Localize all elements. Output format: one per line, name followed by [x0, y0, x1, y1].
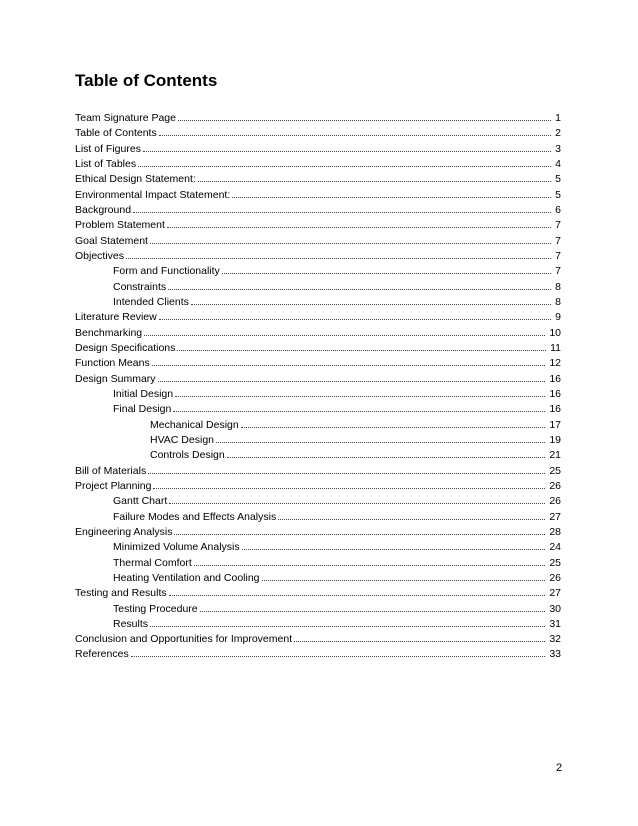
toc-entry-page: 30: [549, 602, 561, 615]
toc-entry-leader: [168, 280, 551, 290]
toc-entry-label: HVAC Design: [150, 433, 214, 446]
toc-entry[interactable]: [75, 310, 561, 325]
toc-entry-label: Thermal Comfort: [113, 556, 192, 569]
toc-entry-label: Form and Functionality: [113, 265, 220, 278]
toc-entry-label: References: [75, 648, 129, 661]
toc-entry[interactable]: [75, 126, 561, 141]
toc-entry-leader: [153, 479, 545, 489]
toc-entry[interactable]: [75, 264, 561, 279]
toc-entry-leader: [216, 433, 545, 443]
toc-entry-leader: [242, 540, 546, 550]
toc-entry-label: Design Specifications: [75, 341, 176, 354]
toc-entry[interactable]: [75, 602, 561, 617]
toc-entry-leader: [167, 218, 551, 228]
toc-entry-label: List of Tables: [75, 157, 137, 170]
toc-entry-leader: [169, 494, 545, 504]
toc-entry-label: Design Summary: [75, 372, 156, 385]
toc-entry-leader: [159, 310, 551, 320]
toc-entry[interactable]: [75, 525, 561, 540]
toc-entry[interactable]: [75, 586, 561, 601]
toc-entry-page: 17: [549, 418, 561, 431]
toc-entry-label: Objectives: [75, 249, 125, 262]
toc-entry-page: 10: [549, 326, 561, 339]
toc-entry[interactable]: [75, 341, 561, 356]
toc-entry[interactable]: [75, 234, 561, 249]
toc-entry[interactable]: [75, 188, 561, 203]
toc-entry-page: 26: [549, 571, 561, 584]
toc-entry-page: 19: [549, 433, 561, 446]
toc-entry-page: 7: [555, 265, 561, 278]
toc-entry-page: 8: [555, 280, 561, 293]
toc-entry[interactable]: [75, 540, 561, 555]
toc-entry-page: 24: [549, 541, 561, 554]
toc-entry-page: 26: [549, 479, 561, 492]
toc-entry[interactable]: [75, 494, 561, 509]
toc-entry-label: Benchmarking: [75, 326, 143, 339]
toc-entry-label: Ethical Design Statement:: [75, 173, 196, 186]
toc-entry-page: 6: [555, 203, 561, 216]
toc-entry[interactable]: [75, 280, 561, 295]
toc-entry[interactable]: [75, 479, 561, 494]
toc-entry-leader: [178, 111, 551, 121]
toc-entry-page: 4: [555, 157, 561, 170]
toc-entry-leader: [150, 617, 545, 627]
toc-entry-leader: [138, 157, 551, 167]
toc-entry-leader: [232, 188, 551, 198]
toc-entry-label: Conclusion and Opportunities for Improvement: [75, 633, 293, 646]
toc-entry-leader: [173, 402, 545, 412]
toc-entry-label: Constraints: [113, 280, 167, 293]
toc-entry-label: Engineering Analysis: [75, 525, 173, 538]
toc-entry-leader: [175, 387, 545, 397]
toc-entry[interactable]: [75, 172, 561, 187]
toc-entry-page: 2: [555, 127, 561, 140]
toc-entry-page: 33: [549, 648, 561, 661]
toc-entry-label: Testing and Results: [75, 587, 167, 600]
toc-entry-label: Final Design: [113, 403, 172, 416]
toc-entry-label: Bill of Materials: [75, 464, 147, 477]
toc-entry[interactable]: [75, 571, 561, 586]
toc-entry-label: Team Signature Page: [75, 112, 176, 124]
toc-entry-label: Initial Design: [113, 387, 174, 400]
toc-entry-leader: [222, 264, 551, 274]
toc-entry-label: Project Planning: [75, 479, 152, 492]
toc-entry-page: 9: [555, 311, 561, 324]
toc-entry[interactable]: [75, 326, 561, 341]
toc-entry-page: 3: [555, 142, 561, 155]
toc-entry-page: 16: [549, 387, 561, 400]
toc-entry-label: Failure Modes and Effects Analysis: [113, 510, 277, 523]
toc-entry[interactable]: [75, 157, 561, 172]
toc-entry[interactable]: [75, 295, 561, 310]
toc-entry-page: 11: [550, 341, 561, 354]
toc-entry-page: 7: [555, 249, 561, 262]
toc-entry-page: 27: [549, 587, 561, 600]
toc-entry-page: 27: [549, 510, 561, 523]
toc-entry-page: 7: [555, 219, 561, 232]
toc-entry-label: Gantt Chart: [113, 495, 168, 508]
page-number: 2: [556, 762, 563, 774]
toc-entry-leader: [200, 602, 546, 612]
toc-entry-leader: [126, 249, 551, 259]
toc-entry[interactable]: [75, 356, 561, 371]
toc-entry[interactable]: [75, 433, 561, 448]
toc-entry-leader: [174, 525, 545, 535]
toc-entry-page: 5: [555, 173, 561, 186]
toc-entry-page: 32: [549, 633, 561, 646]
toc-entry-page: 21: [549, 449, 561, 462]
toc-entry-leader: [148, 464, 545, 474]
toc-entry-leader: [278, 510, 545, 520]
toc-entry-label: Results: [113, 617, 149, 630]
toc-entry-label: Background: [75, 203, 132, 216]
toc-entry-leader: [169, 586, 546, 596]
toc-entry-label: Environmental Impact Statement:: [75, 188, 231, 201]
toc-entry[interactable]: [75, 510, 561, 525]
toc-entry-page: 8: [555, 295, 561, 308]
toc-entry-leader: [194, 556, 546, 566]
toc-entry-page: 1: [555, 112, 561, 124]
toc-entry[interactable]: [75, 203, 561, 218]
toc-entry-label: Heating Ventilation and Cooling: [113, 571, 260, 584]
toc-entry-label: Intended Clients: [113, 295, 189, 308]
toc-entry-leader: [133, 203, 551, 213]
toc-entry-leader: [227, 448, 546, 458]
toc-entry-leader: [262, 571, 546, 581]
toc-entry-label: Goal Statement: [75, 234, 148, 247]
toc-entry[interactable]: [75, 632, 561, 647]
toc-entry[interactable]: [75, 448, 561, 463]
toc-entry-page: 28: [549, 525, 561, 538]
toc-entry-leader: [152, 356, 546, 366]
toc-entry[interactable]: [75, 372, 561, 387]
toc-entry-label: Controls Design: [150, 449, 225, 462]
toc-entry-leader: [241, 418, 546, 428]
toc-entry-label: Table of Contents: [75, 127, 157, 140]
toc-entry-leader: [158, 372, 546, 382]
toc-entry-leader: [294, 632, 545, 642]
toc-entry-page: 16: [549, 403, 561, 416]
toc-entry-leader: [143, 142, 551, 152]
toc-entry-page: 26: [549, 495, 561, 508]
toc-list: [75, 111, 561, 663]
toc-entry-label: Literature Review: [75, 311, 157, 324]
toc-entry[interactable]: [75, 387, 561, 402]
toc-entry[interactable]: [75, 402, 561, 417]
toc-entry-page: 31: [549, 617, 561, 630]
toc-entry[interactable]: [75, 418, 561, 433]
toc-entry[interactable]: [75, 647, 561, 662]
toc-entry-label: Testing Procedure: [113, 602, 198, 615]
toc-entry[interactable]: [75, 617, 561, 632]
toc-entry-leader: [159, 126, 551, 136]
toc-entry-label: Mechanical Design: [150, 418, 239, 431]
toc-entry-label: List of Figures: [75, 142, 141, 155]
toc-entry-label: Problem Statement: [75, 219, 165, 232]
toc-entry-label: Minimized Volume Analysis: [113, 541, 240, 554]
toc-entry[interactable]: [75, 142, 561, 157]
toc-entry-leader: [150, 234, 551, 244]
toc-entry-leader: [144, 326, 545, 336]
toc-entry-page: 7: [555, 234, 561, 247]
toc-entry-page: 25: [549, 464, 561, 477]
toc-entry-page: 5: [555, 188, 561, 201]
toc-entry[interactable]: [75, 556, 561, 571]
toc-entry-leader: [131, 647, 546, 657]
toc-entry-page: 16: [549, 372, 561, 385]
toc-title: Table of Contents: [75, 71, 218, 90]
toc-entry-leader: [198, 172, 551, 182]
toc-entry[interactable]: [75, 218, 561, 233]
toc-entry-leader: [177, 341, 546, 351]
toc-entry-page: 25: [549, 556, 561, 569]
toc-entry-label: Function Means: [75, 357, 150, 370]
toc-entry[interactable]: [75, 249, 561, 264]
toc-entry-page: 12: [549, 357, 561, 370]
toc-entry[interactable]: [75, 111, 561, 126]
toc-entry[interactable]: [75, 464, 561, 479]
toc-entry-leader: [191, 295, 551, 305]
